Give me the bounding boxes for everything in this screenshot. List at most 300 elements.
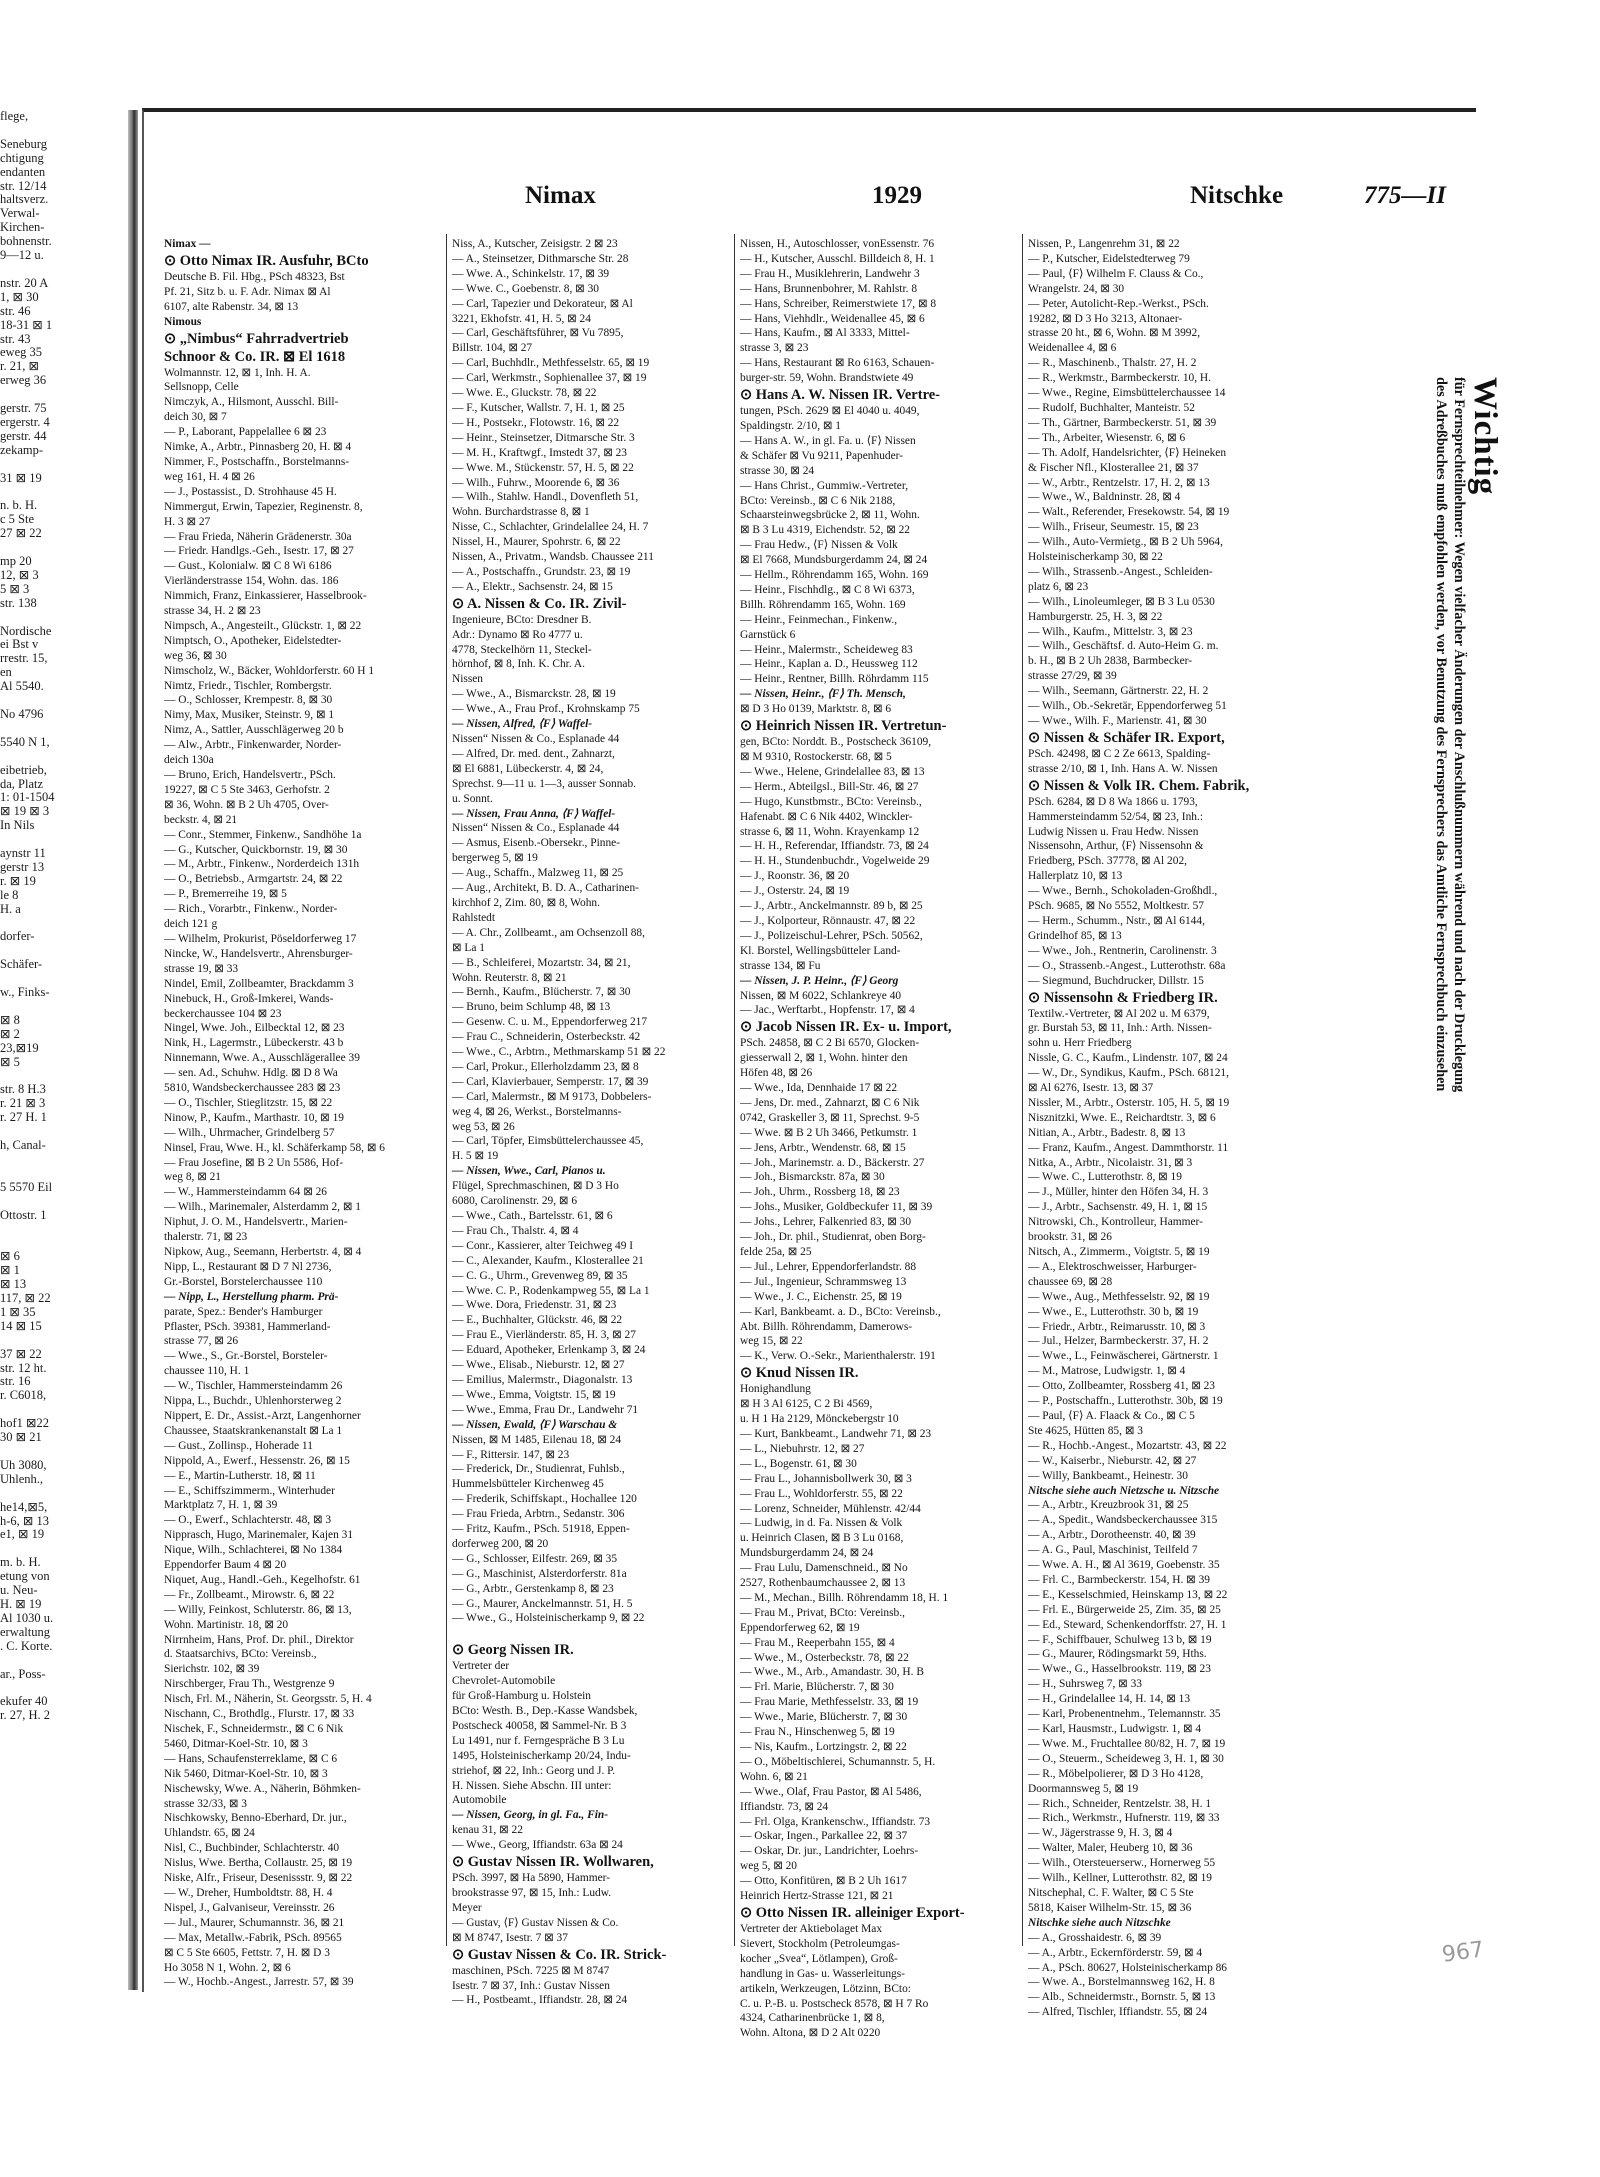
directory-entry-line: Doormannsweg 5, ⊠ 19: [1028, 1782, 1139, 1795]
directory-entry-line: — W., Hammersteindamm 64 ⊠ 26: [164, 1186, 327, 1199]
directory-entry-line: — Wwe., M., Arb., Amandastr. 30, H. B: [740, 1666, 924, 1679]
directory-entry-line: — J., Arbtr., Anckelmannstr. 89 b, ⊠ 25: [740, 900, 923, 913]
directory-entry-line: Ho 3058 N 1, Wohn. 2, ⊠ 6: [164, 1961, 291, 1974]
firm-entry-heading: ⊙ Jacob Nissen IR. Ex- u. Import,: [740, 1019, 952, 1036]
directory-entry-line: — A., Arbtr., Eckernförderstr. 59, ⊠ 4: [1028, 1946, 1203, 1959]
directory-entry-line: Nik 5460, Ditmar-Koel-Str. 10, ⊠ 3: [164, 1767, 328, 1780]
facing-page-line: [0, 1236, 120, 1250]
directory-entry-line: — R., Maschinenb., Thalstr. 27, H. 2: [1028, 357, 1197, 370]
directory-entry-line: Flügel, Sprechmaschinen, ⊠ D 3 Ho: [452, 1180, 619, 1193]
directory-entry-line: Nippa, L., Buchdr., Uhlenhorsterweg 2: [164, 1395, 342, 1408]
directory-page: [142, 108, 1503, 2040]
directory-entry-line: — Wilh., Ob.-Sekretär, Eppendorferweg 51: [1028, 700, 1227, 713]
directory-entry-line: — Wilh., Geschäftsf. d. Auto-Heim G. m.: [1028, 640, 1219, 653]
directory-entry-line: Deutsche B. Fil. Hbg., PSch 48323, Bst: [164, 270, 345, 283]
directory-entry-line: Nirrnheim, Hans, Prof. Dr. phil., Direktor: [164, 1633, 354, 1646]
directory-entry-line: — A., Postschaffn., Grundstr. 23, ⊠ 19: [452, 565, 631, 578]
directory-entry-line: PSch. 6284, ⊠ D 8 Wa 1866 u. 1793,: [1028, 795, 1198, 808]
directory-entry-line: — Wwe. A. H., ⊠ Al 3619, Goebenstr. 35: [1028, 1559, 1220, 1572]
facing-page-line: Uh 3080,: [0, 1457, 47, 1472]
facing-page-line: [0, 263, 120, 277]
directory-entry-line: — Aug., Schaffn., Malzweg 11, ⊠ 25: [452, 867, 624, 880]
facing-page-line: r. 21 ⊠ 3: [0, 1096, 46, 1111]
directory-entry-line: — Wwe. C. P., Rodenkampweg 55, ⊠ La 1: [452, 1284, 650, 1297]
directory-entry-line: — O., Ewerf., Schlachterstr. 48, ⊠ 3: [164, 1514, 332, 1527]
header-last-entry: Nitschke: [1190, 182, 1284, 209]
directory-entry-line: — A., PSch. 80627, Holsteinischerkamp 86: [1028, 1961, 1228, 1974]
directory-entry-line: PSch. 9685, ⊠ No 5552, Moltkestr. 57: [1028, 900, 1204, 913]
directory-entry-line: — Wilh., Strassenb.-Angest., Schleiden-: [1028, 565, 1213, 578]
directory-entry-line: Mundsburgerdamm 24, ⊠ 24: [740, 1547, 874, 1560]
directory-entry-line: — Wwe., Georg, Iffiandstr. 63a ⊠ 24: [452, 1839, 623, 1852]
directory-entry-line: — O., Schlosser, Krempestr. 8, ⊠ 30: [164, 694, 333, 707]
directory-entry-line: — J., Postassist., D. Strohhause 45 H.: [164, 485, 337, 498]
facing-page-line: str. 12 ht.: [0, 1360, 47, 1375]
directory-entry-line: — Joh., Uhrm., Rossberg 18, ⊠ 23: [740, 1186, 900, 1199]
directory-entry-line: Nisch, Frl. M., Näherin, St. Georgsstr. 5, H. 4: [164, 1693, 372, 1706]
directory-entry-line: H. 5 ⊠ 19: [452, 1150, 499, 1163]
directory-entry-line: Meyer: [452, 1901, 482, 1914]
directory-entry-line: — Willy, Bankbeamt., Heinestr. 30: [1028, 1469, 1188, 1482]
directory-entry-line: — Wilh., Kaufm., Mittelstr. 3, ⊠ 23: [1028, 625, 1193, 638]
facing-page-line: [0, 1000, 120, 1014]
facing-page-line: 14 ⊠ 15: [0, 1318, 42, 1333]
directory-entry-line: strasse 27/29, ⊠ 39: [1028, 670, 1117, 683]
directory-entry-line: — Wilh., Auto-Vermietg., ⊠ B 2 Uh 5964,: [1028, 536, 1223, 549]
directory-entry-line: — P., Postschaffn., Lutterothstr. 30b, ⊠ 19: [1028, 1395, 1223, 1408]
facing-page-line: str. 8 H.3: [0, 1082, 46, 1097]
facing-page-line: mp 20: [0, 554, 32, 568]
directory-entry-line: — Nissen, Heinr., ⟨F⟩ Th. Mensch,: [740, 688, 906, 701]
facing-page-line: [0, 458, 120, 472]
facing-page-line: r. 27 H. 1: [0, 1110, 47, 1125]
directory-entry-line: — G., Maurer, Anckelmannstr. 51, H. 5: [452, 1597, 633, 1610]
facing-page-line: ⊠ 1: [0, 1263, 20, 1278]
directory-entry-line: — C. G., Uhrm., Grevenweg 89, ⊠ 35: [452, 1269, 628, 1282]
directory-entry-line: — Frl. C., Barmbeckerstr. 154, H. ⊠ 39: [1028, 1573, 1210, 1586]
directory-entry-line: — H., Postbeamt., Iffiandstr. 28, ⊠ 24: [452, 1994, 628, 2007]
facing-page-line: [0, 1403, 120, 1417]
directory-entry-line: u. Sonnt.: [452, 792, 493, 805]
directory-entry-line: strasse 3, ⊠ 23: [740, 342, 809, 355]
directory-entry-line: Wohn. Reuterstr. 8, ⊠ 21: [452, 971, 567, 984]
directory-entry-line: — E., Martin-Lutherstr. 18, ⊠ 11: [164, 1469, 316, 1482]
facing-page-line: r. ⊠ 19: [0, 873, 36, 888]
directory-entry-line: — Rich., Vorarbtr., Finkenw., Norder-: [164, 903, 338, 916]
directory-entry-line: deich 130a: [164, 754, 214, 767]
directory-entry-line: — Franz, Kaufm., Angest. Dammthorstr. 11: [1028, 1141, 1229, 1154]
directory-entry-line: — Frau N., Hinschenweg 5, ⊠ 19: [740, 1726, 895, 1739]
firm-entry-heading: ⊙ Georg Nissen IR.: [452, 1642, 574, 1659]
directory-entry-line: Nipprasch, Hugo, Marinemaler, Kajen 31: [164, 1529, 354, 1542]
directory-entry-line: sohn u. Herr Friedberg: [1028, 1037, 1132, 1050]
directory-entry-line: deich 121 g: [164, 918, 218, 931]
facing-page-line: [0, 944, 120, 958]
directory-entry-line: Niss, A., Kutscher, Zeisigstr. 2 ⊠ 23: [452, 238, 618, 250]
directory-entry-line: — Frau E., Vierländerstr. 85, H. 3, ⊠ 27: [452, 1329, 636, 1342]
directory-entry-line: — Conr., Kassierer, alter Teichweg 49 I: [452, 1239, 634, 1252]
directory-entry-line: Hammersteindamm 52/54, ⊠ 23, Inh.:: [1028, 810, 1203, 823]
directory-entry-line: — A., Arbtr., Dorotheenstr. 40, ⊠ 39: [1028, 1529, 1196, 1542]
directory-entry-line: — M. H., Kraftwgf., Imstedt 37, ⊠ 23: [452, 446, 628, 459]
directory-entry-line: Nissel, H., Maurer, Spohrstr. 6, ⊠ 22: [452, 536, 621, 549]
directory-entry-line: Nissen, P., Langenrehm 31, ⊠ 22: [1028, 238, 1180, 250]
directory-entry-line: Ninow, P., Kaufm., Marthastr. 10, ⊠ 19: [164, 1111, 344, 1124]
directory-entry-line: Nimpsch, A., Angesteilt., Glückstr. 1, ⊠ 22: [164, 619, 362, 632]
directory-entry-line: — Frau L., Wohldorferstr. 55, ⊠ 22: [740, 1487, 903, 1500]
directory-entry-line: — J., Osterstr. 24, ⊠ 19: [740, 885, 850, 898]
facing-page-line: Al 1030 u.: [0, 1610, 54, 1625]
directory-entry-line: weg 8, ⊠ 21: [164, 1171, 221, 1184]
facing-page-line: 23,⊠19: [0, 1040, 39, 1055]
facing-page-line: [0, 1153, 120, 1167]
facing-page-line: [0, 722, 120, 736]
directory-entry-line: Nimczyk, A., Hilsmont, Ausschl. Bill-: [164, 396, 339, 409]
directory-entry-line: — Wwe. M., Stückenstr. 57, H. 5, ⊠ 22: [452, 461, 634, 474]
facing-page-line: [0, 388, 120, 402]
facing-page-line: Uhlenh.,: [0, 1471, 44, 1486]
facing-page-line: he14,⊠5,: [0, 1499, 48, 1514]
directory-entry-line: — Karl, Probenentnehm., Telemannstr. 35: [1028, 1708, 1221, 1721]
directory-entry-line: — J., Müller, hinter den Höfen 34, H. 3: [1028, 1186, 1209, 1199]
facing-page-line: e1, ⊠ 19: [0, 1527, 45, 1542]
directory-entry-line: — Karl, Hausmstr., Ludwigstr. 1, ⊠ 4: [1028, 1723, 1202, 1735]
directory-entry-line: — Nissen, Frau Anna, ⟨F⟩ Waffel-: [452, 807, 616, 820]
directory-entry-line: — A., Grosshaidestr. 6, ⊠ 39: [1028, 1931, 1162, 1944]
directory-entry-line: — Friedr., Arbtr., Reimarusstr. 10, ⊠ 3: [1028, 1320, 1206, 1333]
facing-page-line: ⊠ 8: [0, 1012, 20, 1027]
directory-entry-line: Ste 4625, Hütten 85, ⊠ 3: [1028, 1424, 1143, 1437]
facing-page-line: [0, 124, 120, 138]
directory-entry-line: für Groß-Hamburg u. Holstein: [452, 1690, 591, 1703]
directory-entry-line: Chaussee, Staatskrankenanstalt ⊠ La 1: [164, 1424, 343, 1437]
directory-entry-line: Nippert, E. Dr., Assist.-Arzt, Langenhorner: [164, 1409, 361, 1422]
facing-page-line: Al 5540.: [0, 679, 44, 694]
facing-page-line: 12, ⊠ 3: [0, 567, 39, 582]
page-number: 775—II: [1364, 182, 1446, 209]
directory-entry-line: — Wwe., E., Lutterothstr. 30 b, ⊠ 19: [1028, 1305, 1199, 1318]
directory-entry-line: — Carl, Töpfer, Eimsbüttelerchaussee 45,: [452, 1135, 644, 1148]
notice-block: [1432, 377, 1502, 1092]
directory-entry-line: — Carl, Geschäftsführer, ⊠ Vu 7895,: [452, 327, 624, 340]
directory-entry-line: — Asmus, Eisenb.-Obersekr., Pinne-: [452, 837, 620, 850]
directory-entry-line: — Hans, Viehhdlr., Weidenallee 45, ⊠ 6: [740, 312, 925, 325]
directory-entry-line: — Eduard, Apotheker, Erlenkamp 3, ⊠ 24: [452, 1344, 646, 1357]
directory-entry-line: — Wwe., Ida, Dennhaide 17 ⊠ 22: [740, 1082, 898, 1095]
directory-entry-line: Nissen, A., Privatm., Wandsb. Chaussee 211: [452, 551, 654, 564]
directory-entry-line: — Wilh., Friseur, Seumestr. 15, ⊠ 23: [1028, 521, 1199, 534]
directory-entry-line: — Alb., Schneidermstr., Bornstr. 5, ⊠ 13: [1028, 1991, 1216, 2004]
directory-entry-line: maschinen, PSch. 7225 ⊠ M 8747: [452, 1964, 610, 1977]
directory-entry-line: — F., Kutscher, Wallstr. 7, H. 1, ⊠ 25: [452, 401, 625, 414]
directory-entry-line: 19227, ⊠ C 5 Ste 3463, Gerhofstr. 2: [164, 783, 330, 796]
facing-page-line: r. 27, H. 2: [0, 1708, 50, 1723]
directory-entry-line: H. Nissen. Siehe Abschn. III unter:: [452, 1779, 612, 1792]
facing-page-line: haltsverz.: [0, 192, 49, 207]
directory-entry-line: — Carl, Klavierbauer, Semperstr. 17, ⊠ 39: [452, 1075, 649, 1088]
directory-entry-line: — Wwe., Cath., Bartelsstr. 61, ⊠ 6: [452, 1210, 613, 1222]
directory-entry-line: 5810, Wandsbeckerchaussee 283 ⊠ 23: [164, 1082, 341, 1095]
directory-entry-line: strasse 34, H. 2 ⊠ 23: [164, 605, 261, 618]
directory-entry-line: — R., Möbelpolierer, ⊠ D 3 Ho 4128,: [1028, 1767, 1204, 1780]
firm-entry-heading: ⊙ A. Nissen & Co. IR. Zivil-: [452, 595, 627, 612]
header-first-entry: Nimax: [525, 182, 596, 209]
facing-page-line: ⊠ 2: [0, 1026, 20, 1041]
directory-entry-line: — Frl. Olga, Krankenschw., Iffiandstr. 73: [740, 1815, 931, 1828]
directory-entry-line: — Hans, Schreiber, Reimerstwiete 17, ⊠ 8: [740, 297, 937, 310]
directory-entry-line: Nischewsky, Wwe. A., Näherin, Böhmken-: [164, 1782, 361, 1795]
directory-entry-line: Heinrich Hertz-Strasse 121, ⊠ 21: [740, 1890, 894, 1903]
directory-entry-line: strasse 20 ht., ⊠ 6, Wohn. ⊠ M 3992,: [1028, 327, 1201, 340]
facing-page-line: aynstr 11: [0, 846, 46, 861]
directory-entry-line: Nischkowsky, Benno-Eberhard, Dr. jur.,: [164, 1812, 347, 1825]
directory-entry-line: strasse 30, ⊠ 24: [740, 464, 815, 477]
directory-entry-line: Nippold, A., Ewerf., Hessenstr. 26, ⊠ 15: [164, 1454, 350, 1467]
directory-entry-line: b. H., ⊠ B 2 Uh 2838, Barmbecker-: [1028, 655, 1193, 668]
directory-entry-line: PSch. 24858, ⊠ C 2 Bi 6570, Glocken-: [740, 1037, 920, 1050]
facing-page-line: . C. Korte.: [0, 1638, 53, 1653]
directory-entry-line: — Willy, Feinkost, Schluterstr. 86, ⊠ 13,: [164, 1603, 352, 1616]
directory-entry-line: — Heinr., Rentner, Billh. Röhrdamm 115: [740, 673, 929, 686]
facing-page-line: erweg 36: [0, 373, 47, 388]
firm-entry-heading: ⊙ Otto Nissen IR. alleiniger Export-: [740, 1904, 965, 1921]
directory-entry-line: Nissen“ Nissen & Co., Esplanade 44: [452, 822, 620, 835]
directory-entry-line: — Wwe., Emma, Frau Dr., Landwehr 71: [452, 1403, 639, 1416]
firm-entry-heading: ⊙ „Nimbus“ Fahrradvertrieb: [164, 330, 349, 347]
directory-entry-line: Grindelhof 85, ⊠ 13: [1028, 929, 1122, 942]
facing-page-line: str. 16: [0, 1374, 31, 1389]
directory-entry-line: — Gust., Kolonialw. ⊠ C 8 Wi 6186: [164, 560, 332, 573]
directory-entry-line: — Aug., Architekt, B. D. A., Catharinen-: [452, 882, 639, 895]
directory-entry-line: — Frau Marie, Methfesselstr. 33, ⊠ 19: [740, 1696, 919, 1709]
facing-page-line: [0, 1125, 120, 1139]
firm-entry-heading: ⊙ Gustav Nissen & Co. IR. Strick-: [452, 1946, 667, 1963]
directory-entry-line: Nisznitzki, Wwe. E., Reichardtstr. 3, ⊠ 6: [1028, 1111, 1216, 1124]
directory-entry-line: — Frau M., Reeperbahn 155, ⊠ 4: [740, 1636, 895, 1649]
firm-entry-heading: ⊙ Nissen & Schäfer IR. Export,: [1028, 729, 1225, 746]
directory-entry-line: Honighandlung: [740, 1383, 811, 1396]
directory-entry-line: — Frederik, Schiffskapt., Hochallee 120: [452, 1493, 637, 1506]
directory-entry-line: — W., Dreher, Humboldtstr. 88, H. 4: [164, 1886, 333, 1899]
directory-entry-line: — P., Kutscher, Eidelstedterweg 79: [1028, 252, 1190, 265]
facing-page-line: str. 43: [0, 331, 31, 346]
directory-entry-line: — Friedr. Handlgs.-Geh., Isestr. 17, ⊠ 27: [164, 545, 354, 558]
facing-page-line: h-6, ⊠ 13: [0, 1513, 50, 1528]
directory-entry-line: — W., Kaiserbr., Nieburstr. 42, ⊠ 27: [1028, 1454, 1197, 1467]
facing-page-line: da, Platz: [0, 776, 44, 791]
directory-entry-line: brookstr. 31, ⊠ 26: [1028, 1231, 1112, 1244]
directory-entry-line: 4778, Steckelhörn 11, Steckel-: [452, 643, 592, 656]
facing-page-line: Schäfer-: [0, 957, 43, 972]
directory-entry-line: Nissler, M., Arbtr., Osterstr. 105, H. 5, ⊠ 19: [1028, 1096, 1230, 1109]
facing-page-line: n. b. H.: [0, 498, 38, 513]
header-year: 1929: [872, 182, 922, 209]
directory-entry-line: — Alw., Arbtr., Finkenwarder, Norder-: [164, 739, 342, 752]
directory-entry-line: Uhlandstr. 65, ⊠ 24: [164, 1827, 255, 1840]
firm-entry-heading: Schnoor & Co. IR. ⊠ El 1618: [164, 348, 346, 365]
directory-entry-line: — Rich., Werkmstr., Hufnerstr. 119, ⊠ 33: [1028, 1812, 1220, 1825]
directory-entry-line: — Bruno, beim Schlump 48, ⊠ 13: [452, 1001, 611, 1014]
facing-page-line: 1 ⊠ 35: [0, 1304, 36, 1319]
facing-page-line: ⊠ 13: [0, 1277, 27, 1292]
directory-entry-line: — Heinr., Feinmechan., Finkenw.,: [740, 613, 898, 626]
directory-entry-line: Nischann, C., Brothdlg., Flurstr. 17, ⊠ 33: [164, 1708, 355, 1721]
directory-entry-line: — Oskar, Dr. jur., Landrichter, Loehrs-: [740, 1845, 919, 1858]
directory-entry-line: — H. H., Stundenbuchdr., Vogelweide 29: [740, 855, 930, 868]
directory-entry-line: — H., Kutscher, Ausschl. Billdeich 8, H. 1: [740, 252, 935, 265]
facing-page-line: Ottostr. 1: [0, 1207, 47, 1222]
directory-entry-line: — O., Möbeltischlerei, Schumannstr. 5, H.: [740, 1755, 936, 1768]
directory-entry-line: weg 5, ⊠ 20: [740, 1860, 797, 1873]
directory-entry-line: — Walt., Referender, Fresekowstr. 54, ⊠ 19: [1028, 506, 1230, 519]
directory-entry-line: — Th. Adolf, Handelsrichter, ⟨F⟩ Heineken: [1028, 446, 1227, 459]
directory-entry-line: u. H 1 Ha 2129, Mönckebergstr 10: [740, 1413, 899, 1426]
directory-entry-line: — Frau Lulu, Damenschneid., ⊠ No: [740, 1562, 908, 1575]
directory-entry-line: — Gust., Zollinsp., Hoherade 11: [164, 1439, 313, 1452]
directory-entry-line: Kl. Borstel, Wellingsbütteler Land-: [740, 944, 901, 957]
directory-entry-line: — Hans, Restaurant ⊠ Ro 6163, Schauen-: [740, 357, 935, 370]
directory-entry-line: — Wwe. Dora, Friedenstr. 31, ⊠ 23: [452, 1299, 617, 1312]
directory-entry-line: Sievert, Stockholm (Petroleumgas-: [740, 1937, 900, 1950]
facing-page-line: ei Bst v: [0, 637, 39, 652]
directory-entry-line: gr. Burstah 53, ⊠ 11, Inh.: Arth. Nissen-: [1028, 1022, 1212, 1035]
directory-entry-line: — J., Roonstr. 36, ⊠ 20: [740, 870, 850, 883]
directory-entry-line: Nipkow, Aug., Seemann, Herbertstr. 4, ⊠ 4: [164, 1246, 362, 1258]
facing-page-line: [0, 833, 120, 847]
directory-entry-line: — Fritz, Kaufm., PSch. 51918, Eppen-: [452, 1523, 630, 1536]
directory-entry-line: ⊠ M 9310, Rostockerstr. 68, ⊠ 5: [740, 751, 892, 763]
directory-entry-line: Nincke, W., Handelsvertr., Ahrensburger-: [164, 947, 353, 960]
directory-entry-line: — P., Laborant, Pappelallee 6 ⊠ 23: [164, 426, 327, 439]
directory-entry-line: chaussee 69, ⊠ 28: [1028, 1275, 1113, 1288]
facing-page-line: [0, 1681, 120, 1695]
directory-entry-line: — Wwe., Aug., Methfesselstr. 92, ⊠ 19: [1028, 1290, 1210, 1303]
facing-page-line: ergerstr. 4: [0, 414, 50, 429]
directory-entry-line: — Wwe. E., Gluckstr. 78, ⊠ 22: [452, 387, 597, 400]
facing-page-line: [0, 1195, 120, 1209]
directory-entry-line: Friedberg, PSch. 37778, ⊠ Al 202,: [1028, 855, 1187, 868]
directory-entry-line: weg 15, ⊠ 22: [740, 1335, 803, 1348]
directory-entry-line: Nisl, C., Buchbinder, Schlachterstr. 40: [164, 1842, 340, 1855]
directory-entry-line: — L., Niebuhrstr. 12, ⊠ 27: [740, 1442, 865, 1455]
facing-page-line: gerstr 13: [0, 859, 45, 874]
facing-page-line: [0, 1445, 120, 1459]
facing-page-line: r. C6018,: [0, 1388, 47, 1403]
facing-page-line: chtigung: [0, 150, 44, 165]
directory-column-2: [452, 237, 730, 2007]
facing-page-line: In Nils: [0, 818, 35, 833]
directory-entry-line: Nimz, A., Sattler, Ausschlägerweg 20 b: [164, 724, 344, 737]
directory-entry-line: 0742, Graskeller 3, ⊠ 11, Sprechst. 9-5: [740, 1111, 920, 1124]
directory-entry-line: Nimy, Max, Musiker, Steinstr. 9, ⊠ 1: [164, 709, 335, 722]
directory-entry-line: 6080, Carolinenstr. 29, ⊠ 6: [452, 1195, 578, 1208]
directory-entry-line: — Karl, Bankbeamt. a. D., BCto: Vereinsb.,: [740, 1305, 941, 1318]
directory-entry-line: — Peter, Autolicht-Rep.-Werkst., PSch.: [1028, 297, 1209, 310]
facing-page-line: [0, 541, 120, 555]
notice-heading: Wichtig: [1467, 377, 1503, 496]
directory-entry-line: — Frl. Marie, Blücherstr. 7, ⊠ 30: [740, 1681, 894, 1694]
firm-entry-heading: ⊙ Hans A. W. Nissen IR. Vertre-: [740, 387, 941, 404]
firm-entry-heading: ⊙ Otto Nimax IR. Ausfuhr, BCto: [164, 252, 369, 269]
directory-entry-line: Nissen, ⊠ M 6022, Schlankreye 40: [740, 989, 902, 1002]
directory-entry-line: Garnstück 6: [740, 628, 796, 641]
directory-entry-line: [452, 1626, 730, 1641]
directory-entry-line: Sellsnopp, Celle: [164, 381, 239, 394]
directory-entry-line: tungen, PSch. 2629 ⊠ El 4040 u. 4049,: [740, 405, 920, 418]
directory-entry-line: — Wwe., A., Frau Prof., Krohnskamp 75: [452, 703, 640, 716]
directory-entry-line: C. u. P.-B. u. Postscheck 8578, ⊠ H 7 Ro: [740, 1997, 929, 2010]
directory-entry-line: — Wilh., Kellner, Lutterothstr. 82, ⊠ 19: [1028, 1872, 1213, 1885]
directory-entry-line: Hamburgerstr. 25, H. 3, ⊠ 22: [1028, 610, 1163, 623]
directory-entry-line: — Frl. E., Bürgerweide 25, Zim. 35, ⊠ 25: [1028, 1603, 1221, 1616]
directory-entry-line: — Herm., Abteilgsl., Bill-Str. 46, ⊠ 27: [740, 780, 919, 793]
directory-entry-line: Ingenieure, BCto: Dresdner B.: [452, 613, 592, 626]
directory-entry-line: Eppendorfer Baum 4 ⊠ 20: [164, 1559, 287, 1572]
directory-entry-line: — Wwe., S., Gr.-Borstel, Borsteler-: [164, 1350, 328, 1363]
directory-entry-line: — Wwe., Helene, Grindelallee 83, ⊠ 13: [740, 765, 925, 778]
directory-entry-line: — Nissen, Georg, in gl. Fa., Fin-: [452, 1809, 609, 1822]
directory-entry-line: — K., Verw. O.-Sekr., Marienthalerstr. 191: [740, 1350, 936, 1363]
directory-entry-line: strasse 32/33, ⊠ 3: [164, 1797, 247, 1810]
facing-page-line: [0, 485, 120, 499]
directory-entry-line: strasse 6, ⊠ 11, Wohn. Krayenkamp 12: [740, 825, 920, 838]
directory-entry-line: Sierichstr. 102, ⊠ 39: [164, 1663, 260, 1676]
directory-entry-line: & Schäfer ⊠ Vu 9211, Papenhuder-: [740, 449, 903, 462]
facing-page-line: [0, 750, 120, 764]
facing-page-line: Verwal-: [0, 206, 40, 221]
facing-page-line: endanten: [0, 164, 46, 179]
directory-entry-line: Wohn. Martinistr. 18, ⊠ 20: [164, 1618, 289, 1631]
directory-entry-line: Nitschephal, C. F. Walter, ⊠ C 5 Ste: [1028, 1886, 1194, 1899]
facing-page-line: ⊠ 19 ⊠ 3: [0, 804, 50, 819]
directory-entry-line: 5460, Ditmar-Koel-Str. 10, ⊠ 3: [164, 1737, 308, 1750]
directory-entry-line: beckerchaussee 104 ⊠ 23: [164, 1007, 282, 1020]
directory-entry-line: 5818, Kaiser Wilhelm-Str. 15, ⊠ 36: [1028, 1901, 1192, 1914]
directory-entry-line: gen, BCto: Norddt. B., Postscheck 36109,: [740, 736, 932, 749]
directory-entry-line: Billh. Röhrendamm 165, Wohn. 169: [740, 598, 906, 611]
facing-page-line: w., Finks-: [0, 985, 50, 1000]
notice-line-1: für Fernsprechteilnehmer: Wegen vielfacher Änderungen der Anschlußnummern während und nach der Drucklegung: [1451, 377, 1467, 1093]
directory-entry-line: — A. Chr., Zollbeamt., am Ochsenzoll 88,: [452, 926, 645, 939]
directory-entry-line: — Hans, Schaufensterreklame, ⊠ C 6: [164, 1752, 338, 1765]
directory-entry-line: brookstrasse 97, ⊠ 15, Inh.: Ludw.: [452, 1886, 612, 1899]
facing-page-line: erwaltung: [0, 1624, 50, 1639]
directory-entry-line: strasse 19, ⊠ 33: [164, 962, 239, 975]
directory-entry-line: hörnhof, ⊠ 8, Inh. K. Chr. A.: [452, 658, 585, 671]
directory-entry-line: — sen. Ad., Schuhw. Hdlg. ⊠ D 8 Wa: [164, 1067, 338, 1080]
directory-entry-line: 6107, alte Rabenstr. 34, ⊠ 13: [164, 300, 299, 313]
directory-entry-line: Abt. Billh. Röhrendamm, Damerows-: [740, 1320, 913, 1333]
directory-entry-line: — Bruno, Erich, Handelsvertr., PSch.: [164, 769, 336, 781]
column-divider: [734, 234, 735, 1946]
facing-page-line: [0, 1070, 120, 1084]
directory-entry-line: Ningel, Wwe. Joh., Eilbecktal 12, ⊠ 23: [164, 1022, 345, 1035]
directory-entry-line: — G., Arbtr., Gerstenkamp 8, ⊠ 23: [452, 1582, 614, 1595]
facing-page-line: bohnenstr.: [0, 234, 52, 249]
directory-entry-line: — O., Betriebsb., Armgartstr. 24, ⊠ 22: [164, 873, 343, 886]
directory-entry-line: — Wilh., Uhrmacher, Grindelberg 57: [164, 1126, 335, 1139]
firm-entry-heading: ⊙ Nissensohn & Friedberg IR.: [1028, 989, 1218, 1006]
facing-page-line: r. 21, ⊠: [0, 359, 39, 374]
facing-page-line: h, Canal-: [0, 1138, 46, 1153]
directory-entry-line: Niske, Alfr., Friseur, Desenissstr. 9, ⊠ 22: [164, 1872, 353, 1885]
directory-entry-line: — Walter, Maler, Heuberg 10, ⊠ 36: [1028, 1842, 1193, 1855]
directory-entry-line: — A., Elektroschweisser, Harburger-: [1028, 1260, 1197, 1273]
directory-column-1: [164, 237, 442, 1989]
directory-entry-line: — Carl, Malermstr., ⊠ M 9173, Dobbelers-: [452, 1090, 652, 1103]
directory-entry-line: — A., Spedit., Wandsbeckerchaussee 315: [1028, 1514, 1218, 1527]
directory-entry-line: — Wwe. A., Borstelmannsweg 162, H. 8: [1028, 1976, 1215, 1989]
